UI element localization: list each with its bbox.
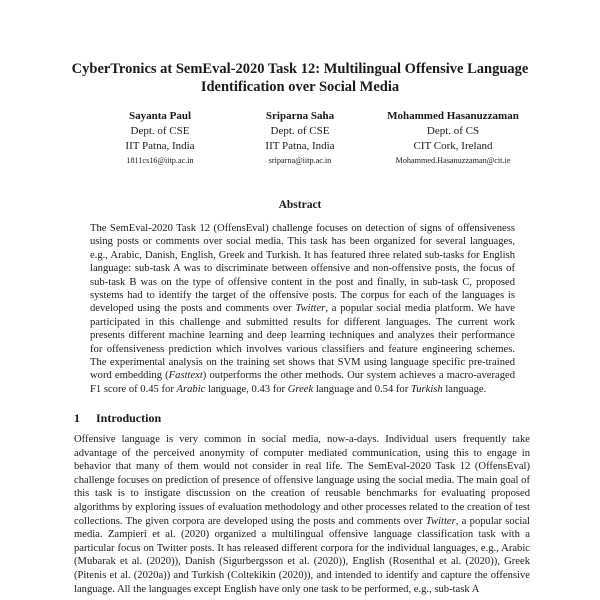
abstract-heading: Abstract xyxy=(278,199,322,211)
author-name: Mohammed Hasanuzzaman xyxy=(387,110,519,122)
paper-title: CyberTronics at SemEval-2020 Task 12: Multilingual Offensive Language Identification over Social Media xyxy=(71,61,529,95)
author-name: Sriparna Saha xyxy=(265,110,335,122)
section-title: Introduction xyxy=(96,411,162,425)
introduction-text: Offensive language is very common in social media, now-a-days. Individual users frequently take advantage of the perceived anonymity of computer mediated communication, using this to engage in behavior that many of them would not consider in real life. The SemEval-2020 Task 12 (OffensEval) challenge focuses on prediction of presence of offensive language using the social media. The main goal of this task is to instigate discussion on the creation of reusable benchmarks for evaluating proposed algorithms by exploring issues of evaluation methodology and other processes related to the creation of test collections. The given corpora are developed using the posts and comments over Twitter, a popular social media. Zampieri et al. (2020) organized a multilingual offensive language classification task with a particular focus on Twitter posts. It has released different corpora for the individual languages, e.g., Arabic (Mubarak et al. (2020)), Danish (Sigurbergsson et al. (2020)), English (Rosenthal et al. (2020)), Greek (Pitenis et al. (2020a)) and Turkish (Coltekikin (2020)), and intended to identify and capture the offensive language. All the languages except English have only one task to be performed, e.g., sub-task A xyxy=(74,434,531,595)
author-email[interactable]: Mohammed.Hasanuzzaman@cit.ie xyxy=(395,156,511,165)
author-institution: CIT Cork, Ireland xyxy=(413,140,493,152)
author-dept: Dept. of CSE xyxy=(130,125,190,137)
section-heading xyxy=(74,411,161,426)
abstract-text: The SemEval-2020 Task 12 (OffensEval) challenge focuses on detection of signs of offensiveness using posts or comments over social media. This task has been organized for several languages, e.g., Arabic, Danish, English, Greek and Turkish. It has featured three related sub-tasks for English language: sub-task A was to discriminate between offensive and non-offensive posts, the focus of sub-task B was on the type of offensive content in the post and finally, in sub-task C, proposed systems had to identify the target of the offensive posts. The corpus for each of the languages is developed using the posts and comments over Twitter, a popular social media platform. We have participated in this challenge and submitted results for different languages. The current work presents different machine learning and deep learning techniques and analyzes their performance for offensiveness prediction which involves various classifiers and feature engineering schemes. The experimental analysis on the training set shows that SVM using language specific pre-trained word embedding (Fasttext) outperforms the other methods. Our system achieves a macro-averaged F1 score of 0.45 for Arabic language, 0.43 for Greek language and 0.54 for Turkish language. xyxy=(90,223,515,395)
author-institution: IIT Patna, India xyxy=(265,140,335,152)
author-dept: Dept. of CSE xyxy=(270,125,330,137)
author-dept: Dept. of CS xyxy=(426,125,480,137)
author-2 xyxy=(215,109,385,168)
author-name: Sayanta Paul xyxy=(128,110,192,122)
author-institution: IIT Patna, India xyxy=(125,140,195,152)
author-email[interactable]: 1811cs16@iitp.ac.in xyxy=(126,156,194,165)
author-3 xyxy=(368,109,538,168)
section-number: 1 xyxy=(74,411,80,425)
author-email[interactable]: sriparna@iitp.ac.in xyxy=(268,156,332,165)
